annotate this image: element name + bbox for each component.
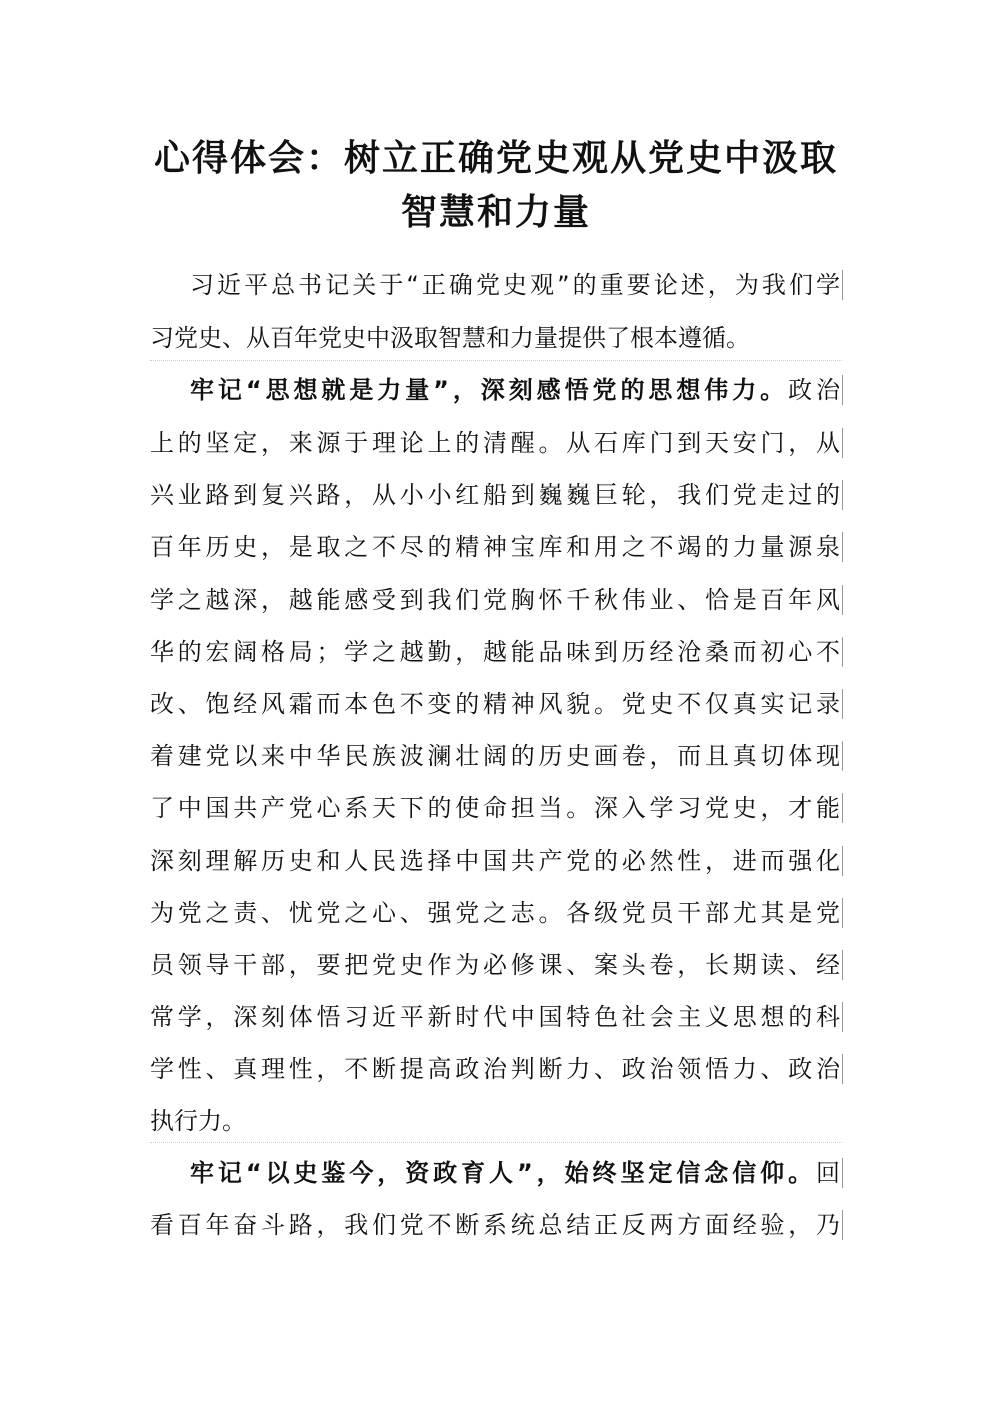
paragraph-3-heading: 牢记“以史鉴今，资政育人”，始终坚定信念信仰。: [190, 1159, 816, 1187]
paragraph-2-heading: 牢记“思想就是力量”，深刻感悟党的思想伟力。: [190, 376, 789, 404]
paragraph-2-line: 为党之责、忧党之心、强党之志。各级党员干部尤其是党: [150, 899, 840, 927]
paragraph-2-line: 学性、真理性，不断提高政治判断力、政治领悟力、政治: [150, 1055, 840, 1083]
paragraph-2-line: 学之越深，越能感受到我们党胸怀千秋伟业、恰是百年风: [150, 586, 840, 614]
paragraph-2-line: 了中国共产党心系天下的使命担当。深入学习党史，才能: [150, 794, 840, 822]
margin-bar: [842, 846, 843, 876]
paragraph-2-line: 上的坚定，来源于理论上的清醒。从石库门到天安门，从: [150, 429, 840, 457]
margin-bar: [842, 1002, 843, 1032]
paragraph-2-line: 改、饱经风霜而本色不变的精神风貌。党史不仅真实记录: [150, 690, 840, 718]
document-title-line-1: 心得体会：树立正确党史观从党史中汲取: [153, 137, 838, 179]
margin-bar: [842, 741, 843, 771]
paragraph-2-line: 执行力。: [150, 1107, 246, 1135]
paragraph-divider: [150, 1142, 842, 1143]
margin-bar: [842, 480, 843, 510]
paragraph-2-line: 员领导干部，要把党史作为必修课、案头卷，长期读、经: [150, 951, 840, 979]
paragraph-3-line: 看百年奋斗路，我们党不断系统总结正反两方面经验，乃: [150, 1211, 840, 1239]
margin-bar: [842, 689, 843, 719]
margin-bar: [842, 898, 843, 928]
margin-bar: [842, 270, 843, 300]
margin-bar: [842, 1054, 843, 1084]
paragraph-1-line-2: 习党史、从百年党史中汲取智慧和力量提供了根本遵循。: [150, 324, 750, 352]
margin-bar: [842, 1210, 843, 1240]
margin-bar: [842, 793, 843, 823]
margin-bar: [842, 950, 843, 980]
paragraph-2-line: 着建党以来中华民族波澜壮阔的历史画卷，而且真切体现: [150, 742, 840, 770]
paragraph-2-line: 深刻理解历史和人民选择中国共产党的必然性，进而强化: [150, 847, 840, 875]
paragraph-2-line: 常学，深刻体悟习近平新时代中国特色社会主义思想的科: [150, 1003, 840, 1031]
paragraph-3-line-1-rest: 回: [816, 1159, 840, 1187]
paragraph-2-line: 兴业路到复兴路，从小小红船到巍巍巨轮，我们党走过的: [150, 481, 840, 509]
paragraph-2-line-1: [190, 372, 840, 408]
margin-bar: [842, 375, 843, 405]
paragraph-1-line-1: 习近平总书记关于“正确党史观”的重要论述，为我们学: [190, 271, 840, 299]
document-title-line-2: 智慧和力量: [400, 191, 591, 233]
paragraph-3-line-1: [190, 1155, 840, 1191]
margin-bar: [842, 637, 843, 667]
paragraph-2-line-1-rest: 政治: [788, 376, 841, 404]
margin-bar: [842, 532, 843, 562]
margin-bar: [842, 1158, 843, 1188]
paragraph-2-line: 百年历史，是取之不尽的精神宝库和用之不竭的力量源泉: [150, 533, 840, 561]
margin-bar: [842, 585, 843, 615]
paragraph-divider: [150, 360, 842, 361]
margin-bar: [842, 428, 843, 458]
paragraph-2-line: 华的宏阔格局；学之越勤，越能品味到历经沧桑而初心不: [150, 638, 840, 666]
